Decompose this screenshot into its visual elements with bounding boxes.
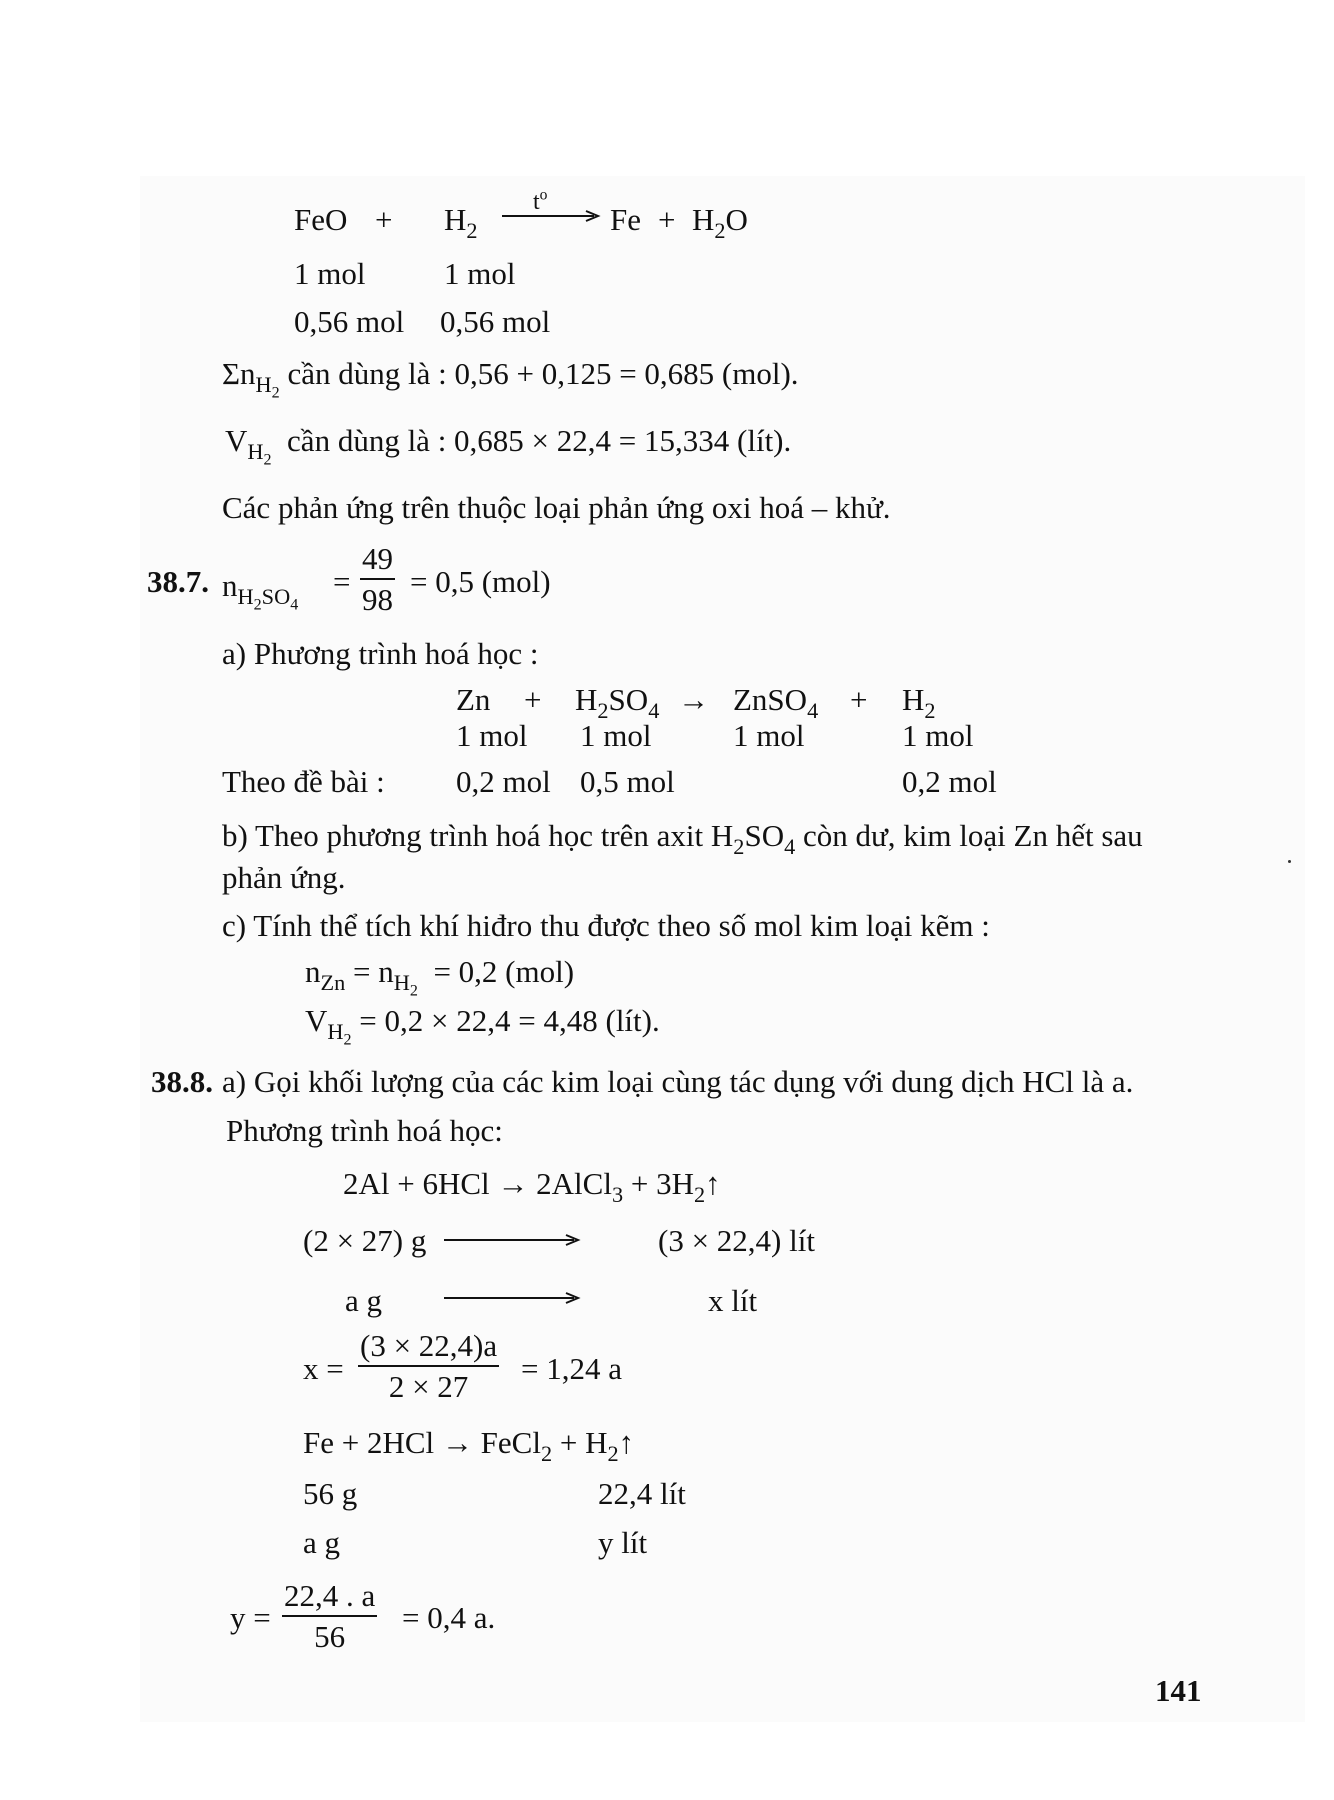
- theo-de-bai-label: Theo đề bài :: [222, 764, 385, 799]
- al-row2-left: a g: [345, 1283, 383, 1318]
- arrow-icon: [444, 1292, 584, 1304]
- fraction-denominator: 98: [362, 582, 393, 617]
- fraction-numerator: 22,4 . a: [284, 1578, 376, 1613]
- al-equation: 2Al + 6HCl → 2AlCl$_3$ + $3H_2↑$: [343, 1166, 721, 1207]
- v-h2-equation: $V_{H_2} = 0,2 \times 22,4 = 4,48$ (lít).: [305, 1003, 660, 1049]
- y-result: = 0,4 a.: [402, 1600, 496, 1635]
- mol-row2-col2: 0,56 mol: [440, 304, 551, 339]
- y-label: y =: [230, 1600, 271, 1635]
- h2so4-reactant: $H_2SO_4$: [575, 682, 660, 723]
- fe-row2-left: a g: [303, 1525, 341, 1560]
- znso4-product: ZnSO$_4$: [733, 682, 819, 723]
- x-result: = 1,24 a: [521, 1351, 622, 1386]
- fraction-numerator: (3 × 22,4)a: [360, 1328, 498, 1363]
- mol-znso4: 1 mol: [733, 718, 805, 753]
- conclusion-text: Các phản ứng trên thuộc loại phản ứng oxi hoá – khử.: [222, 490, 891, 525]
- given-h2: 0,2 mol: [902, 764, 997, 799]
- mol-result: = 0,5 (mol): [410, 564, 551, 599]
- al-row2-right: x lít: [708, 1283, 758, 1318]
- pthh-label: Phương trình hoá học:: [226, 1113, 503, 1148]
- given-h2so4: 0,5 mol: [580, 764, 675, 799]
- mol-h2: 1 mol: [902, 718, 974, 753]
- equals-sign: =: [333, 564, 351, 599]
- mol-row2-col1: 0,56 mol: [294, 304, 405, 339]
- water-product: $H_2O$: [692, 202, 748, 243]
- part-a-label: a) Phương trình hoá học :: [222, 636, 539, 671]
- part-a-text: a) Gọi khối lượng của các kim loại cùng tác dụng với dung dịch HCl là a.: [222, 1064, 1134, 1099]
- fraction-49-98: [360, 543, 395, 615]
- fe-equation: Fe + 2HCl → FeCl$_2$ + $H_2↑$: [303, 1425, 635, 1466]
- arrow-icon: [444, 1234, 584, 1246]
- x-label: x =: [303, 1351, 344, 1386]
- arrow-label: $t^o$: [533, 186, 548, 215]
- plus-sign: +: [850, 682, 868, 717]
- feo-reactant: FeO: [294, 202, 348, 237]
- mol-row1-col1: 1 mol: [294, 256, 366, 291]
- fraction-denominator: 56: [314, 1619, 346, 1654]
- fe-row1-left: 56 g: [303, 1476, 358, 1511]
- plus-sign: +: [524, 682, 542, 717]
- mol-row1-col2: 1 mol: [444, 256, 516, 291]
- h2-reactant: $H_2$: [444, 202, 478, 243]
- part-b-line1: b) Theo phương trình hoá học trên axit $H_2SO_4$ còn dư, kim loại Zn hết sau: [222, 818, 1143, 859]
- h2-product: $H_2$: [902, 682, 936, 723]
- exercise-number: 38.7.: [147, 564, 209, 599]
- volume-h2-line: $V_{H_2}$ cần dùng là : 0,685 × 22,4 = 15,334 (lít).: [225, 423, 792, 469]
- part-b-line2: phản ứng.: [222, 860, 346, 895]
- al-row1-right: (3 × 22,4) lít: [658, 1223, 815, 1258]
- mol-h2so4: 1 mol: [580, 718, 652, 753]
- x-fraction: [358, 1330, 499, 1402]
- fraction-denominator: 2 × 27: [388, 1369, 469, 1404]
- fe-row2-right: y lít: [598, 1525, 648, 1560]
- sum-h2-line: $\Sigma n_{H_2}$ cần dùng là : 0,56 + 0,125 = 0,685 (mol).: [222, 356, 799, 402]
- y-fraction: [282, 1580, 377, 1652]
- zn-reactant: Zn: [456, 682, 491, 717]
- mol-zn: 1 mol: [456, 718, 528, 753]
- reaction-arrow-icon: [502, 210, 602, 222]
- n-zn-equation: $n_{Zn} = n_{H_2} = 0,2$ (mol): [305, 954, 575, 1000]
- plus-sign: +: [658, 202, 676, 237]
- stray-dot: [1288, 860, 1291, 863]
- fraction-numerator: 49: [362, 541, 393, 576]
- part-c-label: c) Tính thể tích khí hiđro thu được theo số mol kim loại kẽm :: [222, 908, 990, 943]
- exercise-number: 38.8.: [151, 1064, 213, 1099]
- al-row1-left: (2 × 27) g: [303, 1223, 427, 1258]
- plus-sign: +: [375, 202, 393, 237]
- arrow-icon: →: [678, 682, 709, 717]
- fe-product: Fe: [610, 202, 641, 237]
- page-number: 141: [1155, 1673, 1202, 1708]
- n-h2so4-label: $n_{H_2SO_4}$: [222, 568, 299, 614]
- given-zn: 0,2 mol: [456, 764, 551, 799]
- fe-row1-right: 22,4 lít: [598, 1476, 686, 1511]
